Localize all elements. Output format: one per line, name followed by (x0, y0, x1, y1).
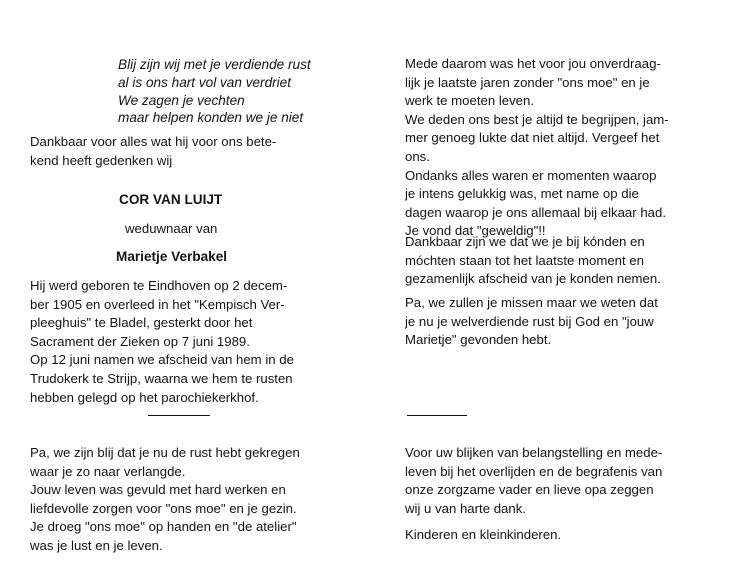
text-line: Hij werd geboren te Eindhoven op 2 decem- (30, 278, 288, 293)
gratitude-paragraph (405, 233, 661, 289)
spouse-name: Marietje Verbakel (116, 249, 228, 264)
intro-paragraph (30, 133, 276, 170)
memory-paragraph (405, 55, 669, 241)
divider (148, 415, 210, 416)
text-line: Marietje" gevonden hebt. (405, 332, 552, 348)
biography-paragraph (30, 277, 294, 407)
deceased-name: COR VAN LUIJT (119, 192, 223, 207)
text-line: was je lust en je leven. (30, 537, 163, 553)
text-line: móchten staan tot het laatste moment en (405, 252, 644, 268)
text-line: lijk je laatste jaren zonder "ons moe" en je (405, 74, 650, 90)
signature: Kinderen en kleinkinderen. (405, 527, 562, 542)
text-line: leven bij het overlijden en de begrafenis van (405, 463, 663, 479)
poem-line: maar helpen konden we je niet (118, 110, 304, 126)
poem-line: Blij zijn wij met je verdiende rust (118, 57, 311, 72)
text-line: mer genoeg lukte dat niet altijd. Vergeef het (405, 130, 660, 146)
poem-line: We zagen je vechten (118, 92, 245, 108)
missing-paragraph (405, 294, 658, 350)
text-line: Dankbaar voor alles wat hij voor ons bete- (30, 134, 277, 149)
text-line: Pa, we zullen je missen maar we weten dat (405, 295, 658, 310)
text-line: Trudokerk te Strijp, waarna we hem te rusten (30, 370, 293, 386)
thanks-paragraph (405, 444, 662, 518)
poem (118, 56, 311, 127)
text-line: kend heeft gedenken wij (30, 152, 173, 168)
text-line: werk te moeten leven. (405, 93, 535, 109)
text-line: dagen waarop je ons allemaal bij elkaar had. (405, 204, 666, 220)
text-line: Pa, we zijn blij dat je nu de rust hebt gekregen (30, 445, 300, 460)
text-line: wij u van harte dank. (405, 500, 526, 516)
text-line: ber 1905 en overleed in het "Kempisch Ver- (30, 296, 285, 312)
text-line: je intens gelukkig was, met name op die (405, 186, 639, 202)
text-line: Sacrament der Zieken op 7 juni 1989. (30, 333, 250, 349)
text-line: Op 12 juni namen we afscheid van hem in de (30, 352, 294, 368)
text-line: Je droeg "ons moe" op handen en "de atelier" (30, 519, 297, 535)
text-line: liefdevolle zorgen voor "ons moe" en je gezin. (30, 500, 297, 516)
widower-text: weduwnaar van (125, 221, 218, 236)
text-line: Jouw leven was gevuld met hard werken en (30, 482, 286, 498)
text-line: Voor uw blijken van belangstelling en mede- (405, 445, 663, 460)
text-line: ons. (405, 148, 430, 164)
divider (407, 415, 467, 416)
text-line: Mede daarom was het voor jou onverdraag- (405, 56, 661, 71)
text-line: Dankbaar zijn we dat we je bij kónden en (405, 234, 645, 249)
text-line: hebben gelegd op het parochiekerkhof. (30, 389, 259, 405)
text-line: Je vond dat "geweldig"!! (405, 223, 546, 239)
text-line: We deden ons best je altijd te begrijpen, jam- (405, 111, 669, 127)
farewell-paragraph (30, 444, 300, 556)
text-line: je nu je welverdiende rust bij God en "jouw (405, 313, 654, 329)
text-line: gezamenlijk afscheid van je konden nemen. (405, 271, 661, 287)
text-line: onze zorgzame vader en lieve opa zeggen (405, 482, 654, 498)
poem-line: al is ons hart vol van verdriet (118, 74, 292, 90)
text-line: waar je zo naar verlangde. (30, 463, 186, 479)
text-line: pleeghuis" te Bladel, gesterkt door het (30, 315, 253, 331)
text-line: Ondanks alles waren er momenten waarop (405, 167, 657, 183)
